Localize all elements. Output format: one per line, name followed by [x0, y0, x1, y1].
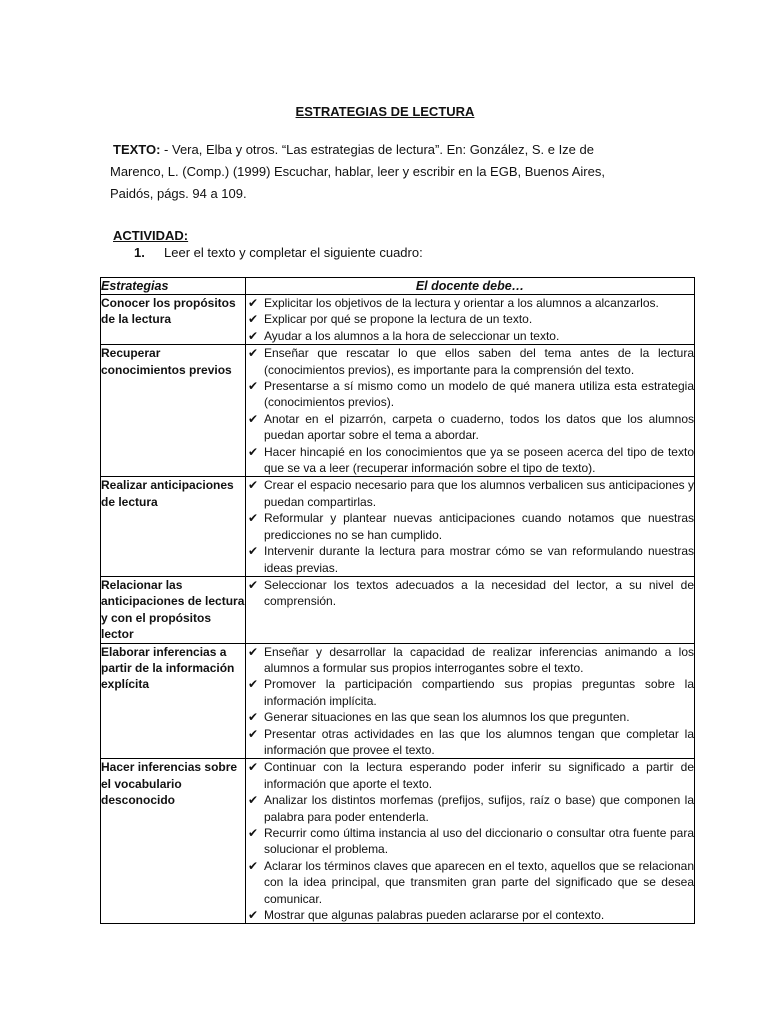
checkmark-icon: ✔	[248, 312, 259, 327]
table-body	[101, 295, 695, 924]
action-text: Enseñar y desarrollar la capacidad de realizar inferencias animando a los alumnos a formular sus propios interrogantes sobre el texto.	[264, 644, 694, 675]
reference-text-1: - Vera, Elba y otros. “Las estrategias de lectura”. En: González, S. e Ize de	[160, 142, 594, 157]
activity-heading: ACTIVIDAD:	[113, 228, 189, 243]
list-item	[246, 510, 694, 543]
checkmark-icon: ✔	[248, 328, 259, 343]
checkmark-icon: ✔	[248, 908, 259, 923]
list-item	[246, 577, 694, 610]
teacher-actions-cell	[246, 345, 695, 477]
reference-line-2: Marenco, L. (Comp.) (1999) Escuchar, hablar, leer y escribir en la EGB, Buenos Aires,	[110, 164, 605, 179]
list-item	[246, 759, 694, 792]
list-item	[246, 858, 694, 907]
checkmark-icon: ✔	[248, 379, 259, 394]
action-list	[246, 644, 694, 759]
strategy-cell: Relacionar las anticipaciones de lectura y con el propósitos lector	[101, 577, 245, 642]
action-text: Presentarse a sí mismo como un modelo de qué manera utiliza esta estrategia (conocimientos previos).	[264, 379, 694, 410]
action-text: Hacer hincapié en los conocimientos que ya se poseen acerca del tipo de texto que se va a leer (recuperar información sobre el tipo de texto).	[264, 444, 694, 476]
strategy-cell: Realizar anticipaciones de lectura	[101, 477, 246, 576]
teacher-actions-cell	[246, 576, 695, 643]
list-item	[246, 726, 694, 759]
checkmark-icon: ✔	[248, 760, 259, 775]
checkmark-icon: ✔	[248, 710, 259, 725]
action-text: Explicitar los objetivos de la lectura y orientar a los alumnos a alcanzarlos.	[264, 296, 659, 310]
list-item	[246, 345, 694, 378]
table-row	[101, 477, 695, 576]
action-text: Explicar por qué se propone la lectura de un texto.	[264, 312, 533, 327]
action-list	[246, 477, 694, 575]
table-row	[101, 643, 695, 759]
checkmark-icon: ✔	[248, 726, 259, 741]
header-teacher: El docente debe…	[246, 278, 695, 295]
list-item	[246, 644, 694, 677]
action-text: Intervenir durante la lectura para mostrar cómo se van reformulando nuestras ideas previas.	[264, 544, 694, 575]
table-row	[101, 576, 695, 643]
checkmark-icon: ✔	[248, 511, 259, 526]
list-item	[246, 825, 694, 858]
checkmark-icon: ✔	[248, 411, 259, 426]
activity-instruction	[134, 245, 423, 260]
table-row	[101, 295, 695, 345]
action-text: Presentar otras actividades en las que los alumnos tengan que completar la información que provee el texto.	[264, 726, 694, 757]
reference-line-1	[110, 139, 630, 161]
checkmark-icon: ✔	[248, 478, 259, 493]
teacher-actions-cell	[246, 643, 695, 759]
page-title: ESTRATEGIAS DE LECTURA	[295, 104, 475, 119]
instruction-text: Leer el texto y completar el siguiente cuadro:	[164, 245, 423, 260]
list-item	[246, 477, 694, 510]
teacher-actions-cell	[246, 295, 695, 345]
checkmark-icon: ✔	[248, 644, 259, 659]
checkmark-icon: ✔	[248, 577, 259, 592]
checkmark-icon: ✔	[248, 296, 259, 310]
action-text: Analizar los distintos morfemas (prefijos, sufijos, raíz o base) que componen la palabra para poder entenderla.	[264, 793, 694, 824]
action-text: Promover la participación compartiendo sus propias preguntas sobre la información implícita.	[264, 677, 694, 708]
checkmark-icon: ✔	[248, 444, 259, 459]
list-item	[246, 444, 694, 477]
action-text: Mostrar que algunas palabras pueden aclararse por el contexto.	[264, 908, 605, 923]
strategy-cell: Hacer inferencias sobre el vocabulario desconocido	[101, 759, 246, 924]
checkmark-icon: ✔	[248, 858, 259, 873]
action-text: Generar situaciones en las que sean los alumnos los que pregunten.	[264, 710, 630, 725]
list-item	[246, 378, 694, 411]
action-text: Anotar en el pizarrón, carpeta o cuaderno, todos los datos que los alumnos puedan aportar sobre el tema a abordar.	[264, 411, 694, 443]
reference-paragraph	[110, 139, 630, 205]
action-text: Reformular y plantear nuevas anticipaciones cuando notamos que nuestras predicciones no se han cumplido.	[264, 511, 694, 542]
list-item	[246, 411, 694, 444]
list-item	[246, 295, 694, 311]
list-item	[246, 709, 694, 725]
strategy-cell: Elaborar inferencias a partir de la información explícita	[101, 643, 246, 759]
list-item	[246, 543, 694, 576]
action-list	[246, 759, 694, 923]
checkmark-icon: ✔	[248, 793, 259, 808]
list-item	[246, 328, 694, 344]
instruction-number: 1.	[134, 245, 145, 260]
checkmark-icon: ✔	[248, 677, 259, 692]
action-list	[246, 577, 694, 610]
reference-label: TEXTO:	[113, 142, 161, 157]
strategy-cell: Conocer los propósitos de la lectura	[101, 295, 246, 345]
teacher-actions-cell	[246, 759, 695, 924]
checkmark-icon: ✔	[248, 544, 259, 559]
action-text: Ayudar a los alumnos a la hora de seleccionar un texto.	[264, 328, 560, 343]
action-text: Crear el espacio necesario para que los alumnos verbalicen sus anticipaciones y puedan compartirlas.	[264, 478, 694, 509]
header-strategies: Estrategias	[101, 278, 246, 295]
action-text: Seleccionar los textos adecuados a la necesidad del lector, a su nivel de comprensión.	[264, 577, 694, 609]
reference-line-3: Paidós, págs. 94 a 109.	[110, 186, 247, 201]
action-text: Enseñar que rescatar lo que ellos saben del tema antes de la lectura (conocimientos previos), es importante para la comprensión del texto.	[264, 346, 694, 377]
table-row	[101, 345, 695, 477]
checkmark-icon: ✔	[248, 346, 259, 361]
action-text: Continuar con la lectura esperando poder inferir su significado a partir de información que aporte el texto.	[264, 760, 694, 791]
list-item	[246, 311, 694, 327]
strategies-table	[100, 277, 695, 924]
action-list	[246, 345, 694, 476]
table-header-row	[101, 278, 695, 295]
action-list	[246, 295, 694, 344]
strategy-cell: Recuperar conocimientos previos	[101, 345, 246, 477]
table-row	[101, 759, 695, 924]
teacher-actions-cell	[246, 477, 695, 576]
action-text: Aclarar los términos claves que aparecen en el texto, aquellos que se relacionan con la idea principal, que transmiten gran parte del significado que se desea comunicar.	[264, 858, 694, 906]
action-text: Recurrir como última instancia al uso del diccionario o consultar otra fuente para solucionar el problema.	[264, 826, 694, 857]
list-item	[246, 907, 694, 923]
checkmark-icon: ✔	[248, 826, 259, 840]
list-item	[246, 676, 694, 709]
list-item	[246, 792, 694, 825]
